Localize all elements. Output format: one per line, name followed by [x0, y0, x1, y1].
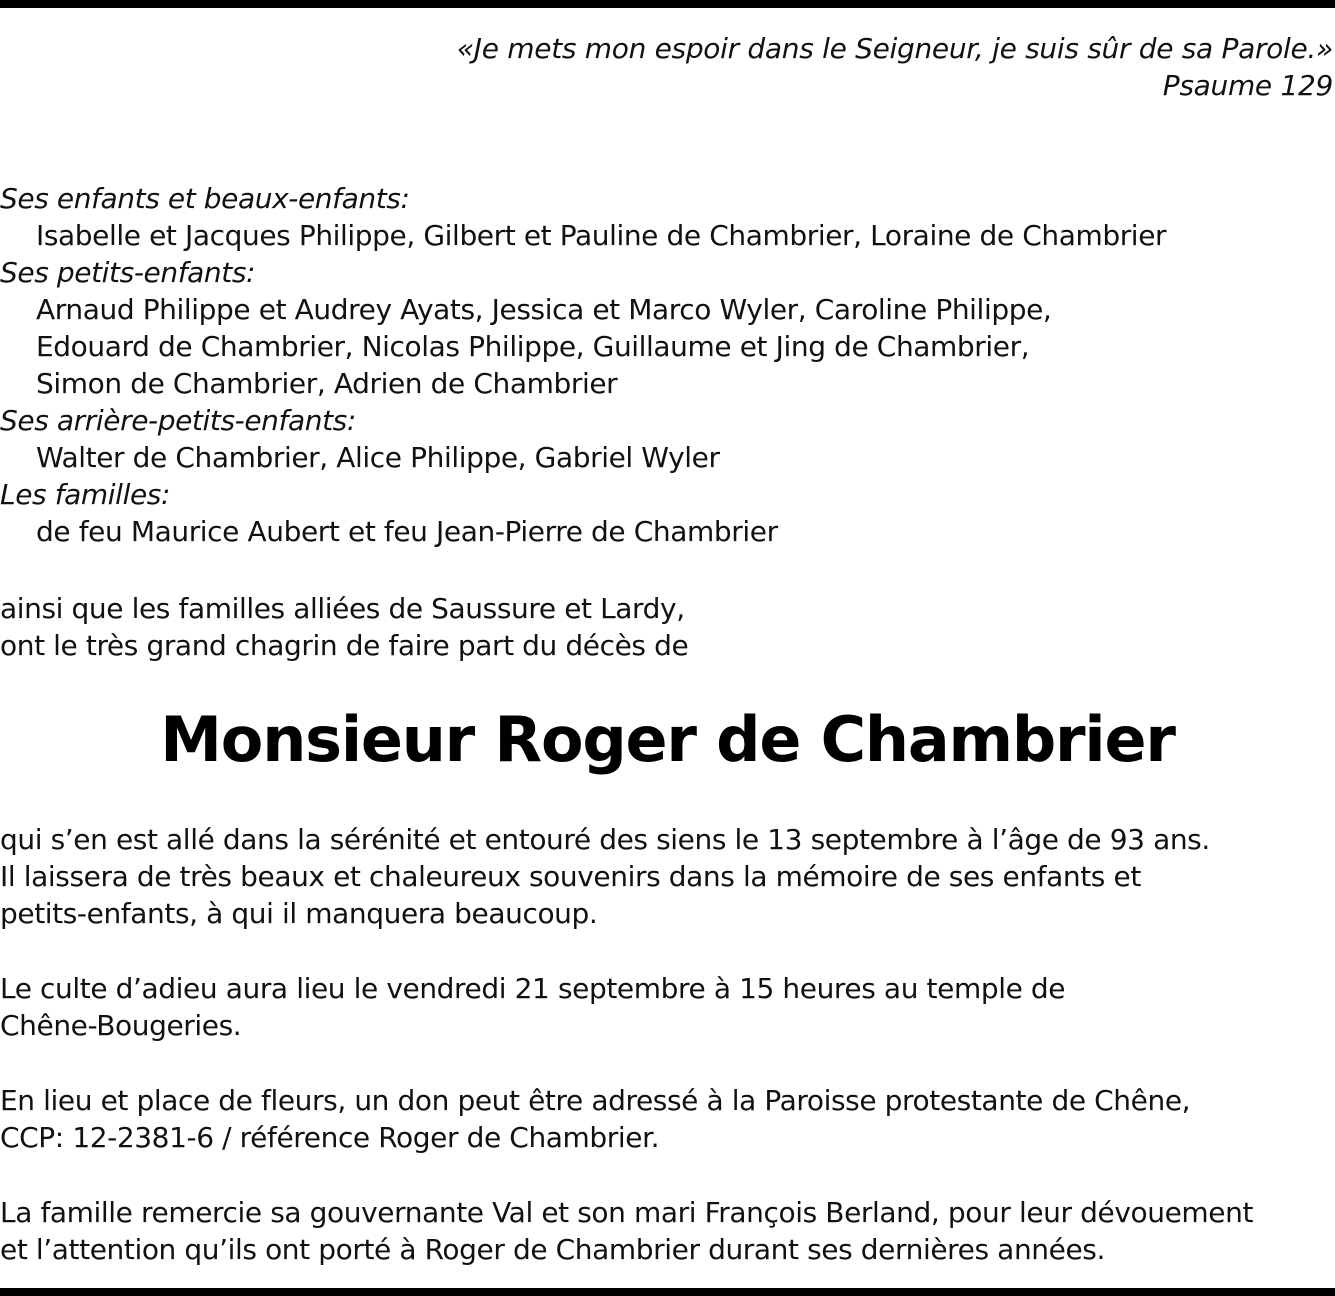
top-border-rule — [0, 0, 1335, 8]
family-group-line: Edouard de Chambrier, Nicolas Philippe, Guillaume et Jing de Chambrier, — [36, 330, 1030, 363]
paragraph-line: et l’attention qu’ils ont porté à Roger de Chambrier durant ses dernières années. — [0, 1233, 1105, 1266]
paragraph-line: La famille remercie sa gouvernante Val et son mari François Berland, pour leur dévouement — [0, 1196, 1254, 1229]
family-group-heading: Ses enfants et beaux-enfants: — [0, 182, 410, 215]
paragraph-line: qui s’en est allé dans la sérénité et entouré des siens le 13 septembre à l’âge de 93 ans. — [0, 823, 1210, 856]
intro-line: ainsi que les familles alliées de Saussure et Lardy, — [0, 592, 685, 625]
family-list — [0, 180, 1166, 550]
death-paragraph — [0, 821, 1210, 932]
epigraph-source: Psaume 129 — [1162, 69, 1333, 102]
family-group-heading: Ses arrière-petits-enfants: — [0, 404, 356, 437]
epigraph-text: «Je mets mon espoir dans le Seigneur, je suis sûr de sa Parole.» — [456, 32, 1333, 65]
paragraph-line: Le culte d’adieu aura lieu le vendredi 21 septembre à 15 heures au temple de — [0, 972, 1066, 1005]
paragraph-line: Il laissera de très beaux et chaleureux souvenirs dans la mémoire de ses enfants et — [0, 860, 1141, 893]
thanks-paragraph — [0, 1194, 1253, 1268]
family-group-heading: Les familles: — [0, 478, 170, 511]
intro-paragraph — [0, 590, 688, 664]
paragraph-line: Chêne-Bougeries. — [0, 1009, 242, 1042]
family-group-line: Walter de Chambrier, Alice Philippe, Gabriel Wyler — [36, 441, 720, 474]
bottom-border-rule — [0, 1288, 1335, 1296]
paragraph-line: CCP: 12-2381-6 / référence Roger de Chambrier. — [0, 1121, 660, 1154]
epigraph — [457, 30, 1333, 104]
service-paragraph — [0, 970, 1065, 1044]
family-group-line: de feu Maurice Aubert et feu Jean-Pierre de Chambrier — [36, 515, 778, 548]
family-group-line: Arnaud Philippe et Audrey Ayats, Jessica et Marco Wyler, Caroline Philippe, — [36, 293, 1052, 326]
paragraph-line: En lieu et place de fleurs, un don peut être adressé à la Paroisse protestante de Chêne, — [0, 1084, 1191, 1117]
donation-paragraph — [0, 1082, 1190, 1156]
family-group-line: Isabelle et Jacques Philippe, Gilbert et Pauline de Chambrier, Loraine de Chambrier — [36, 219, 1167, 252]
paragraph-line: petits-enfants, à qui il manquera beaucoup. — [0, 897, 598, 930]
deceased-name: Monsieur Roger de Chambrier — [160, 703, 1175, 776]
family-group-heading: Ses petits-enfants: — [0, 256, 256, 289]
family-group-line: Simon de Chambrier, Adrien de Chambrier — [36, 367, 618, 400]
intro-line: ont le très grand chagrin de faire part du décès de — [0, 629, 689, 662]
